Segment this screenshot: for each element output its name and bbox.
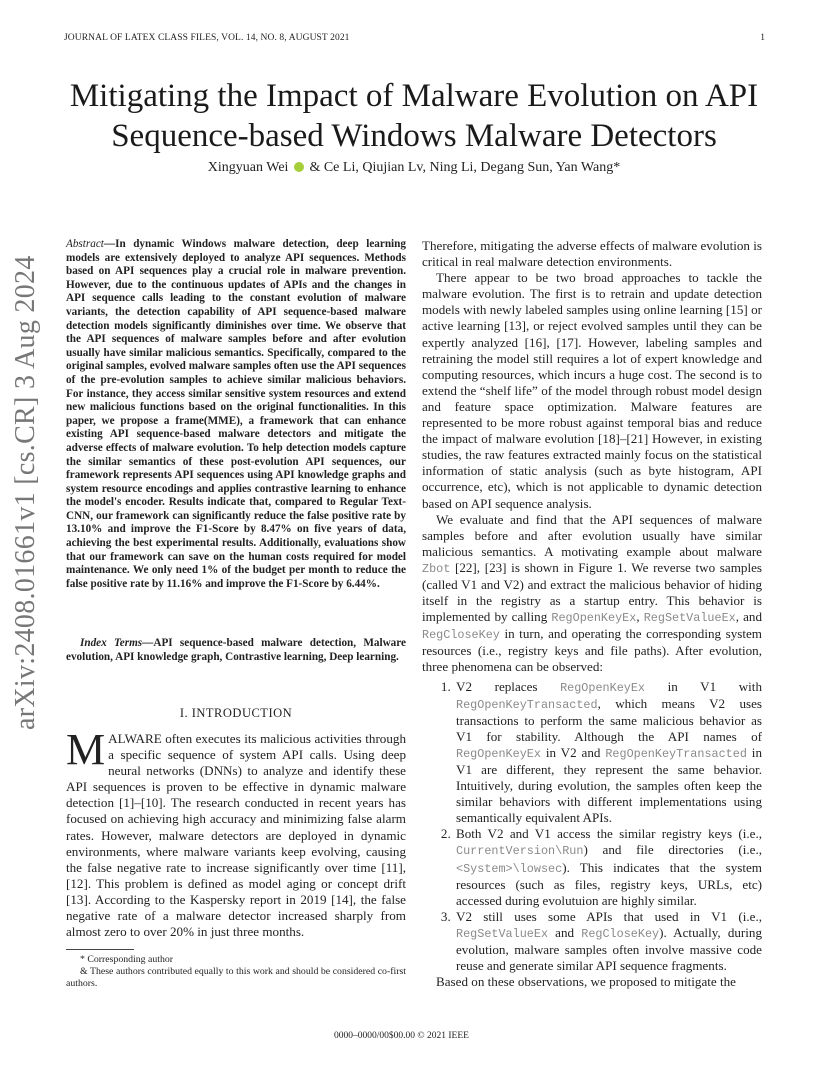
text-span: Both V2 and V1 access the similar registry keys (i.e., xyxy=(456,826,762,842)
text-span: [22], [23] is shown in Figure 1. We reverse two samples (called V1 and V2) and extract the malicious behavior of hiding itself in the registry as a startup entry. This behavior is implemented by calling xyxy=(422,559,762,625)
text-span: ) and file directories (i.e., xyxy=(583,842,762,858)
text-span: , which means V2 uses transactions to perform the same malicious behavior as V1 for stability. Although the API names of xyxy=(456,695,762,744)
text-span: in V1 are different, they represent the same behavior. Intuitively, during evolution, the samples often keep the similar behaviors with different implementations using semantically equivalent APIs. xyxy=(456,744,762,826)
author-list xyxy=(40,160,788,176)
code-api-regopenkeyex: RegOpenKeyEx xyxy=(551,611,637,626)
intro-text: ALWARE often executes its malicious activities through a specific sequence of system API calls. Using deep neural networks (DNNs) to analyze and identify these API sequences is proven to be effective in dynamic malware detection [1]–[10]. The research conducted in recent years has focused on achieving high accuracy and minimizing false alarm rates. However, malware detectors are deployed in dynamic environments, where malware variants keep evolving, causing the false negative rate to increase significantly over time [11], [12]. This problem is defined as model aging or concept drift [13]. According to the Kaspersky report in 2019 [14], the false negative rate of a malware detector increased sharply from almost zero to over 20% in just three months. xyxy=(66,731,406,940)
orcid-icon[interactable] xyxy=(294,162,304,172)
page-number: 1 xyxy=(760,33,765,43)
code-api-regclosekey: RegCloseKey xyxy=(422,628,500,643)
text-span: We evaluate and find that the API sequences of malware samples before and after evolution usually have similar malicious semantics. A motivating example about malware xyxy=(422,511,762,559)
code-api-regsetvalueex: RegSetValueEx xyxy=(456,926,549,941)
journal-header: JOURNAL OF LATEX CLASS FILES, VOL. 14, NO. 8, AUGUST 2021 xyxy=(64,33,350,43)
other-authors: & Ce Li, Qiujian Lv, Ning Li, Degang Sun, Yan Wang* xyxy=(309,160,621,175)
intro-paragraph xyxy=(66,725,406,940)
code-api-regopenkeyex: RegOpenKeyEx xyxy=(456,746,541,761)
list-item xyxy=(454,826,762,908)
code-api-regopenkeyex: RegOpenKeyEx xyxy=(560,680,646,695)
list-item xyxy=(454,679,762,827)
index-terms xyxy=(66,637,406,664)
text-span: in V1 with xyxy=(645,678,762,694)
abstract-label: Abstract xyxy=(66,238,104,250)
paper-title: Mitigating the Impact of Malware Evolution on API Sequence-based Windows Malware Detectors xyxy=(69,78,759,154)
code-api-regsetvalueex: RegSetValueEx xyxy=(643,611,736,626)
code-api-regopenkeytransacted: RegOpenKeyTransacted xyxy=(605,746,747,761)
right-last-line: Based on these observations, we proposed to mitigate the xyxy=(436,974,736,990)
footnote-rule xyxy=(66,949,134,950)
copyright-notice: 0000–0000/00$00.00 © 2021 IEEE xyxy=(334,1031,469,1041)
arxiv-identifier[interactable]: arXiv:2408.01661v1 [cs.CR] 3 Aug 2024 xyxy=(10,255,41,730)
footnotes xyxy=(66,954,406,990)
code-registry-key: CurrentVersion\Run xyxy=(456,844,584,859)
text-span: and xyxy=(548,924,582,940)
text-span: V2 replaces xyxy=(456,678,561,694)
list-item xyxy=(454,909,762,974)
abstract xyxy=(66,238,406,591)
text-span: in V2 and xyxy=(540,744,606,760)
footnote-equal-contribution: & These authors contributed equally to this work and should be considered co-first authors. xyxy=(66,966,406,989)
code-zbot: Zbot xyxy=(422,561,451,576)
drop-cap: M xyxy=(66,725,106,774)
right-paragraph-2: We evaluate and find that the API sequences of malware samples before and after evolution usually have similar malicious semantics. A motivating example about malware Zbot [22], [23] is shown in Figure 1. We reverse two samples (called V1 and V2) and extract the malicious behavior of hiding itself in the registry as a startup entry. This behavior is implemented by calling RegOpenKeyEx, RegSetValueEx, and RegCloseKey in turn, and operating the corresponding system resources (i.e., registry keys and file paths). After evolution, three phenomena can be observed: xyxy=(422,511,763,675)
right-column xyxy=(422,238,762,990)
text-span: in turn, and operating the corresponding system resources (i.e., registry keys and file paths). After evolution, three phenomena can be observed: xyxy=(422,626,762,675)
index-terms-label: Index Terms xyxy=(80,637,143,649)
first-author: Xingyuan Wei xyxy=(207,160,289,175)
code-file-directory: <System>\lowsec xyxy=(456,861,563,876)
text-span: V2 still uses some APIs that used in V1 (i.e., xyxy=(456,908,762,924)
footnote-corresponding: * Corresponding author xyxy=(80,954,174,965)
text-span: ). Actually, during evolution, malware samples often involve massive code reuse and generate similar API sequence fragments. xyxy=(456,924,763,974)
code-api-regopenkeytransacted: RegOpenKeyTransacted xyxy=(456,697,598,712)
observation-list xyxy=(422,679,762,975)
code-api-regclosekey: RegCloseKey xyxy=(581,926,660,941)
right-paragraph-1: There appear to be two broad approaches to tackle the malware evolution. The first is to retrain and update detection models with newly labeled samples using online learning [15] or active learning [13], or reject evolved samples until they can be expertly analyzed [16], [17]. However, labeling samples and retraining the model still requires a lot of expert knowledge and computing resources, which incurs a huge cost. The second is to extend the “shelf life” of the model through robust model design and feature space optimization. Malware features are represented to be more robust against temporal bias and reduce the impact of malware evolution [18]–[21] However, in existing studies, the raw features extracted mainly focus on the statistical information of static analysis (such as byte histogram, API occurrence, etc), which is not applicable to dynamic detection based on API sequence analysis. xyxy=(422,270,762,511)
abstract-text: —In dynamic Windows malware detection, deep learning models are extensively deployed to analyze API sequences. Methods based on API sequences play a crucial role in malware prevention. However, due to the continuous updates of APIs and the changes in API sequence calls leading to the constant evolution of malware variants, the detection capability of API sequence-based malware detection models significantly diminishes over time. We observe that the API sequences of malware samples before and after evolution usually have similar malicious semantics. Specifically, compared to the original samples, evolved malware samples often use the API sequences of the pre-evolution samples to achieve similar malicious behaviors. For instance, they access similar sensitive system resources and extend new malicious functions based on the original functionalities. In this paper, we propose a frame(MME), a framework that can enhance existing API sequence-based malware detectors and mitigate the adverse effects of malware evolution. To help detection models capture the similar semantics of these post-evolution API sequences, our framework represents API sequences using API knowledge graphs and system resource encodings and applies contrastive learning to enhance the model's encoder. Results indicate that, compared to Regular Text-CNN, our framework can significantly reduce the false positive rate by 13.10% and improve the F1-Score by 8.47% on five years of data, achieving the best experimental results. Additionally, evaluations show that our framework can save on the human costs required for model maintenance. We only need 1% of the budget per month to reduce the false positive rate by 11.16% and improve the F1-Score by 6.44%. xyxy=(66,238,406,590)
right-paragraph-0: Therefore, mitigating the adverse effects of malware evolution is critical in real malware detection environments. xyxy=(422,238,762,270)
text-span: ). This indicates that the system resources (such as files, registry keys, URLs, etc) accessed during evolutuion are highly similar. xyxy=(456,859,762,908)
section-heading-introduction: I. INTRODUCTION xyxy=(179,706,293,720)
index-terms-text: —API sequence-based malware detection, Malware evolution, API knowledge graph, Contrastive learning, Deep learning. xyxy=(66,637,406,663)
